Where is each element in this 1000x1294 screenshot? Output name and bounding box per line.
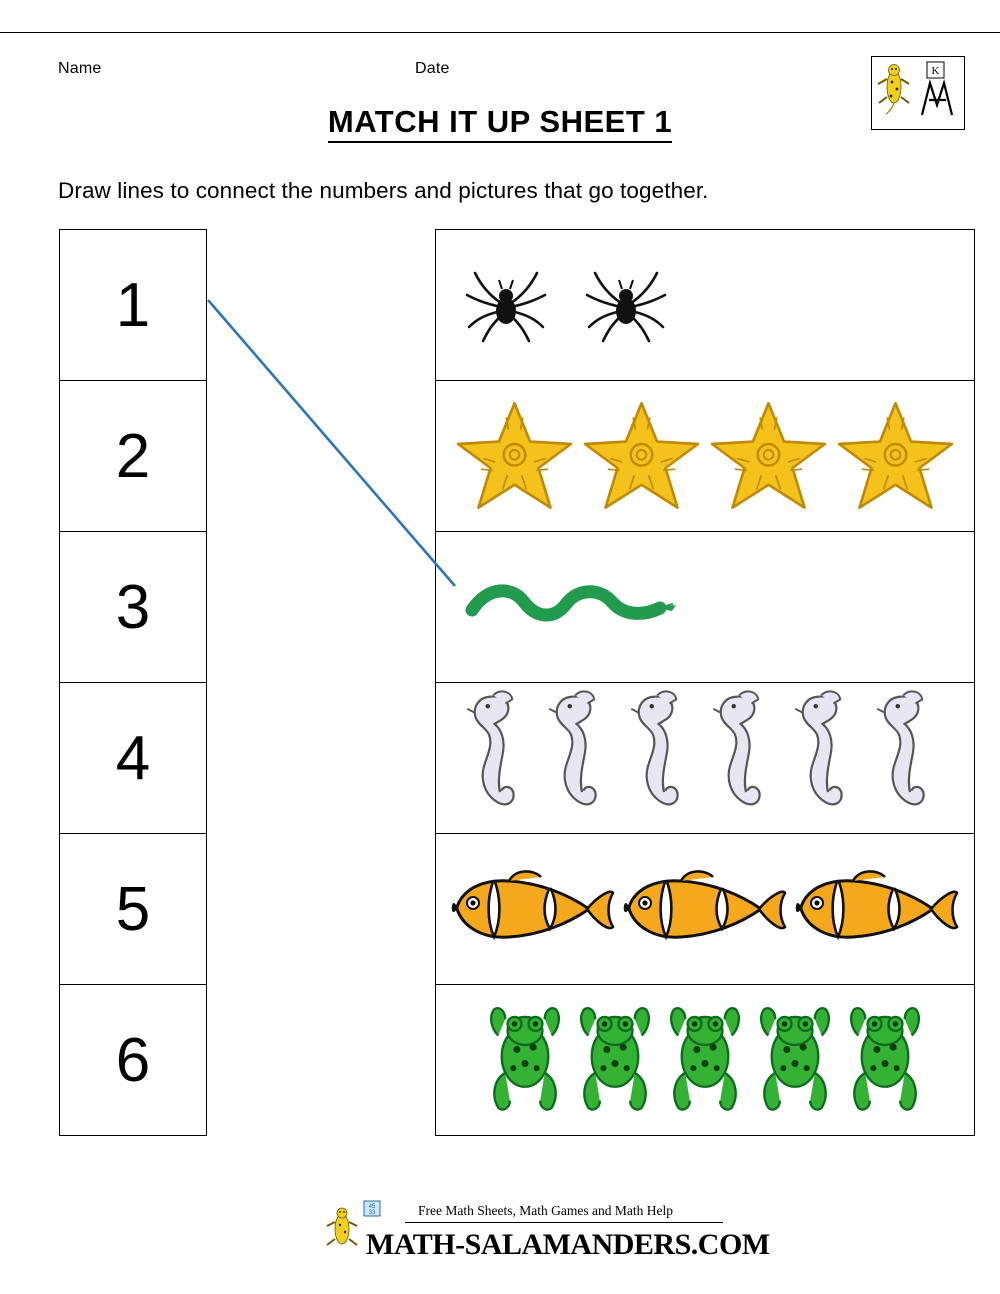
number-cell[interactable]: 5 <box>60 834 206 985</box>
number-cell[interactable]: 2 <box>60 381 206 532</box>
name-label: Name <box>58 60 102 77</box>
date-label: Date <box>415 60 450 77</box>
seahorse-icon <box>869 683 951 833</box>
number-cell[interactable]: 4 <box>60 683 206 834</box>
picture-column <box>435 229 975 1136</box>
answer-line <box>208 300 455 586</box>
seahorse-icon <box>623 683 705 833</box>
frog-icon <box>484 996 566 1124</box>
picture-cell-starfish[interactable] <box>436 381 974 532</box>
picture-cell-snake[interactable] <box>436 532 974 683</box>
instructions-text: Draw lines to connect the numbers and pictures that go together. <box>58 178 709 203</box>
footer-brand: MATH-SALAMANDERS.COM <box>366 1228 770 1261</box>
svg-text:33: 33 <box>368 1210 376 1216</box>
svg-text:45: 45 <box>368 1204 376 1210</box>
starfish-icon <box>833 396 958 516</box>
spider-icon <box>581 263 671 348</box>
header-divider <box>0 32 1000 33</box>
starfish-icon <box>452 396 577 516</box>
snake-icon <box>458 572 688 642</box>
clownfish-icon <box>621 854 789 964</box>
number-cell[interactable]: 6 <box>60 985 206 1136</box>
frog-icon <box>574 996 656 1124</box>
seahorse-icon <box>541 683 623 833</box>
frog-icon <box>664 996 746 1124</box>
picture-cell-frogs[interactable] <box>436 985 974 1136</box>
seahorse-icon <box>787 683 869 833</box>
picture-cell-clownfish[interactable] <box>436 834 974 985</box>
seahorse-icon <box>705 683 787 833</box>
footer-tagline: Free Math Sheets, Math Games and Math Help <box>418 1203 673 1218</box>
clownfish-icon <box>449 854 617 964</box>
frog-icon <box>754 996 836 1124</box>
number-cell[interactable]: 3 <box>60 532 206 683</box>
starfish-icon <box>579 396 704 516</box>
svg-text:K: K <box>931 65 940 77</box>
clownfish-icon <box>793 854 961 964</box>
spider-icon <box>461 263 551 348</box>
page-title: MATCH IT UP SHEET 1 <box>0 104 1000 140</box>
number-column <box>59 229 207 1136</box>
number-cell[interactable]: 1 <box>60 230 206 381</box>
picture-cell-seahorses[interactable] <box>436 683 974 834</box>
starfish-icon <box>706 396 831 516</box>
footer-divider <box>405 1222 723 1223</box>
seahorse-icon <box>459 683 541 833</box>
picture-cell-spiders[interactable] <box>436 230 974 381</box>
frog-icon <box>844 996 926 1124</box>
